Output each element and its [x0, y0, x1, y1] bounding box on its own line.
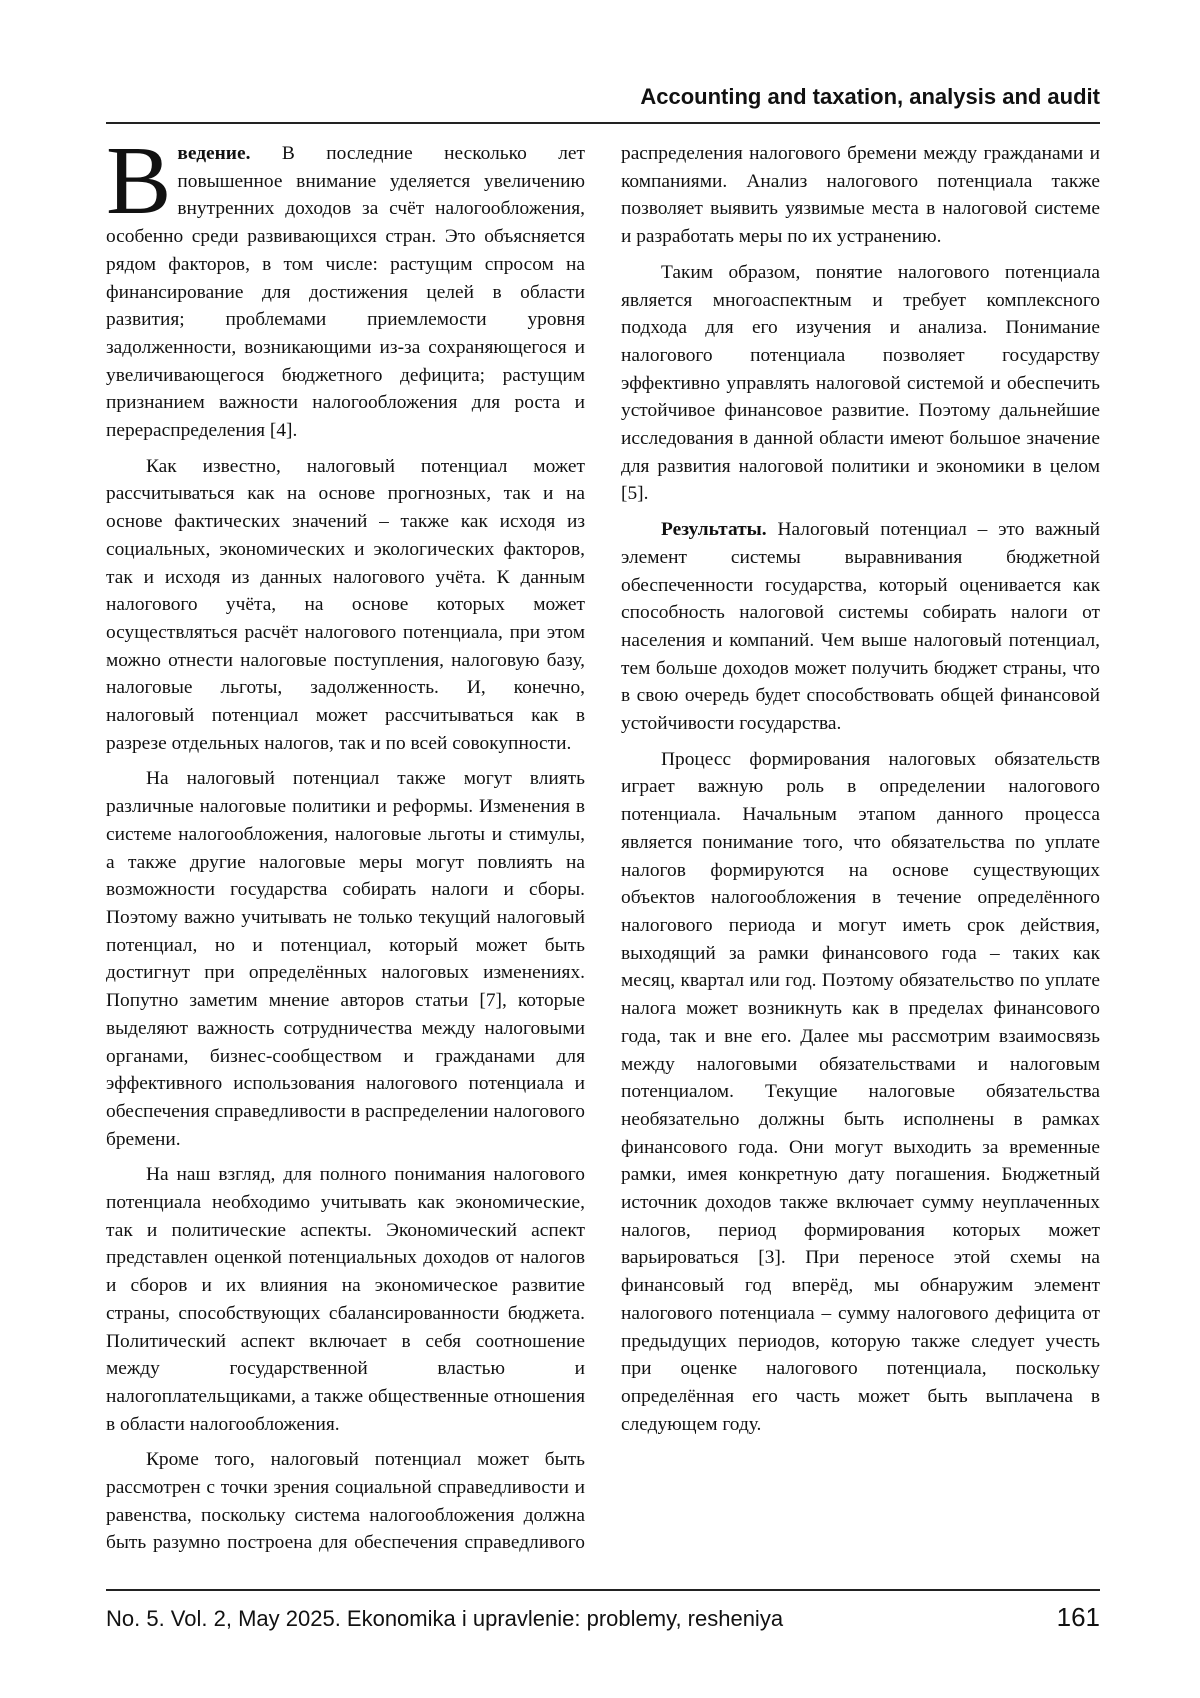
paragraph: На наш взгляд, для полного понимания налогового потенциала необходимо учитывать как экономические, так и политические аспекты. Экономический аспект представлен оценкой потенциальных доходов от налогов и сборов и их влияния на экономическое развитие страны, способствующих сбалансированности бюджета. Политический аспект включает в себя соотношение между государственной властью и налогоплательщиками, а также общественные отношения в области налогообложения.	[106, 1164, 585, 1435]
paragraph: Кроме того, налоговый потенциал может быть рассмотрен с точки зрения социальной справедливости и равенства, поскольку система налогообложения должна быть разумно построена для обеспечения справедливого распределения налогового бремени между гражданами и компаниями. Анализ налогового потенциала также позволяет выявить уязвимые места в налоговой системе и разработать меры по их устранению.	[106, 143, 1100, 1554]
results-heading: Результаты.	[661, 519, 767, 541]
paragraph: Таким образом, понятие налогового потенциала является многоаспектным и требует комплексного подхода для его изучения и анализа. Понимание налогового потенциала позволяет государству эффективно управлять налоговой системой и обеспечить устойчивое финансовое развитие. Поэтому дальнейшие исследования в данной области имеют большое значение для развития налоговой политики и экономики в целом [5].	[621, 261, 1100, 505]
running-header-title: Accounting and taxation, analysis and audit	[640, 84, 1100, 109]
intro-text: В последние несколько лет повышенное внимание уделяется увеличению внутренних доходов за счёт налогообложения, особенно среди развивающихся стран. Это объясняется рядом факторов, в том числе: растущим спросом на финансирование для достижения целей в области развития; проблемами приемлемости уровня задолженности, возникающими из-за сохраняющегося и увеличивающегося бюджетного дефицита; растущим признанием важности налогообложения для роста и перераспределения [4].	[106, 143, 585, 442]
article-body	[106, 127, 1100, 1580]
header-rule	[106, 122, 1100, 124]
paragraph: На налоговый потенциал также могут влиять различные налоговые политики и реформы. Изменения в системе налогообложения, налоговые льготы и стимулы, а также другие налоговые меры могут повлиять на возможности государства собирать налоги и сборы. Поэтому важно учитывать не только текущий налоговый потенциал, но и потенциал, который может быть достигнут при определённых налоговых изменениях. Попутно заметим мнение авторов статьи [7], которые выделяют важность сотрудничества между налоговыми органами, бизнес-сообществом и гражданами для эффективного использования налогового потенциала и обеспечения справедливости в распределении налогового бремени.	[106, 768, 585, 1150]
intro-heading: ведение.	[177, 143, 251, 164]
paragraph: Как известно, налоговый потенциал может рассчитываться как на основе прогнозных, так и на основе фактических значений – также как исходя из социальных, экономических и экологических факторов, так и исходя из данных налогового учёта. К данным налогового учёта, на основе которых может осуществляться расчёт налогового потенциала, при этом можно отнести налоговые поступления, налоговую базу, налоговые льготы, задолженность. И, конечно, налоговый потенциал может рассчитываться как в разрезе отдельных налогов, так и по всей совокупности.	[106, 455, 585, 754]
results-paragraph	[621, 516, 1100, 738]
results-text: Налоговый потенциал – это важный элемент системы выравнивания бюджетной обеспеченности государства, который оценивается как способность налоговой системы собирать налоги от населения и компаний. Чем выше налоговый потенциал, тем больше доходов может получить бюджет страны, что в свою очередь будет способствовать общей финансовой устойчивости государства.	[621, 519, 1100, 735]
footer-citation: No. 5. Vol. 2, May 2025. Ekonomika i upravlenie: problemy, resheniya	[106, 1606, 784, 1631]
paragraph: Процесс формирования налоговых обязательств играет важную роль в определении налогового потенциала. Начальным этапом данного процесса является понимание того, что обязательства по уплате налогов формируются на основе существующих объектов налогообложения в течение определённого налогового периода и могут иметь срок действия, выходящий за рамки финансового года – таких как месяц, квартал или год. Поэтому обязательство по уплате налога может возникнуть как в пределах финансового года, так и вне его. Далее мы рассмотрим взаимосвязь между налоговыми обязательствами и налоговым потенциалом. Текущие налоговые обязательства необязательно должны быть исполнены в рамках финансового года. Они могут выходить за временные рамки, имея конкретную дату погашения. Бюджетный источник доходов также включает сумму неуплаченных налогов, период формирования которых может варьироваться [3]. При переносе этой схемы на финансовый год вперёд, мы обнаружим элемент налогового потенциала – сумму налогового дефицита от предыдущих периодов, которую также следует учесть при оценке налогового потенциала, поскольку определённая его часть может быть выплачена в следующем году.	[621, 748, 1100, 1435]
page-number: 161	[1056, 1602, 1100, 1632]
footer-rule	[106, 1589, 1100, 1591]
drop-cap: В	[106, 127, 172, 235]
intro-paragraph	[106, 127, 585, 445]
